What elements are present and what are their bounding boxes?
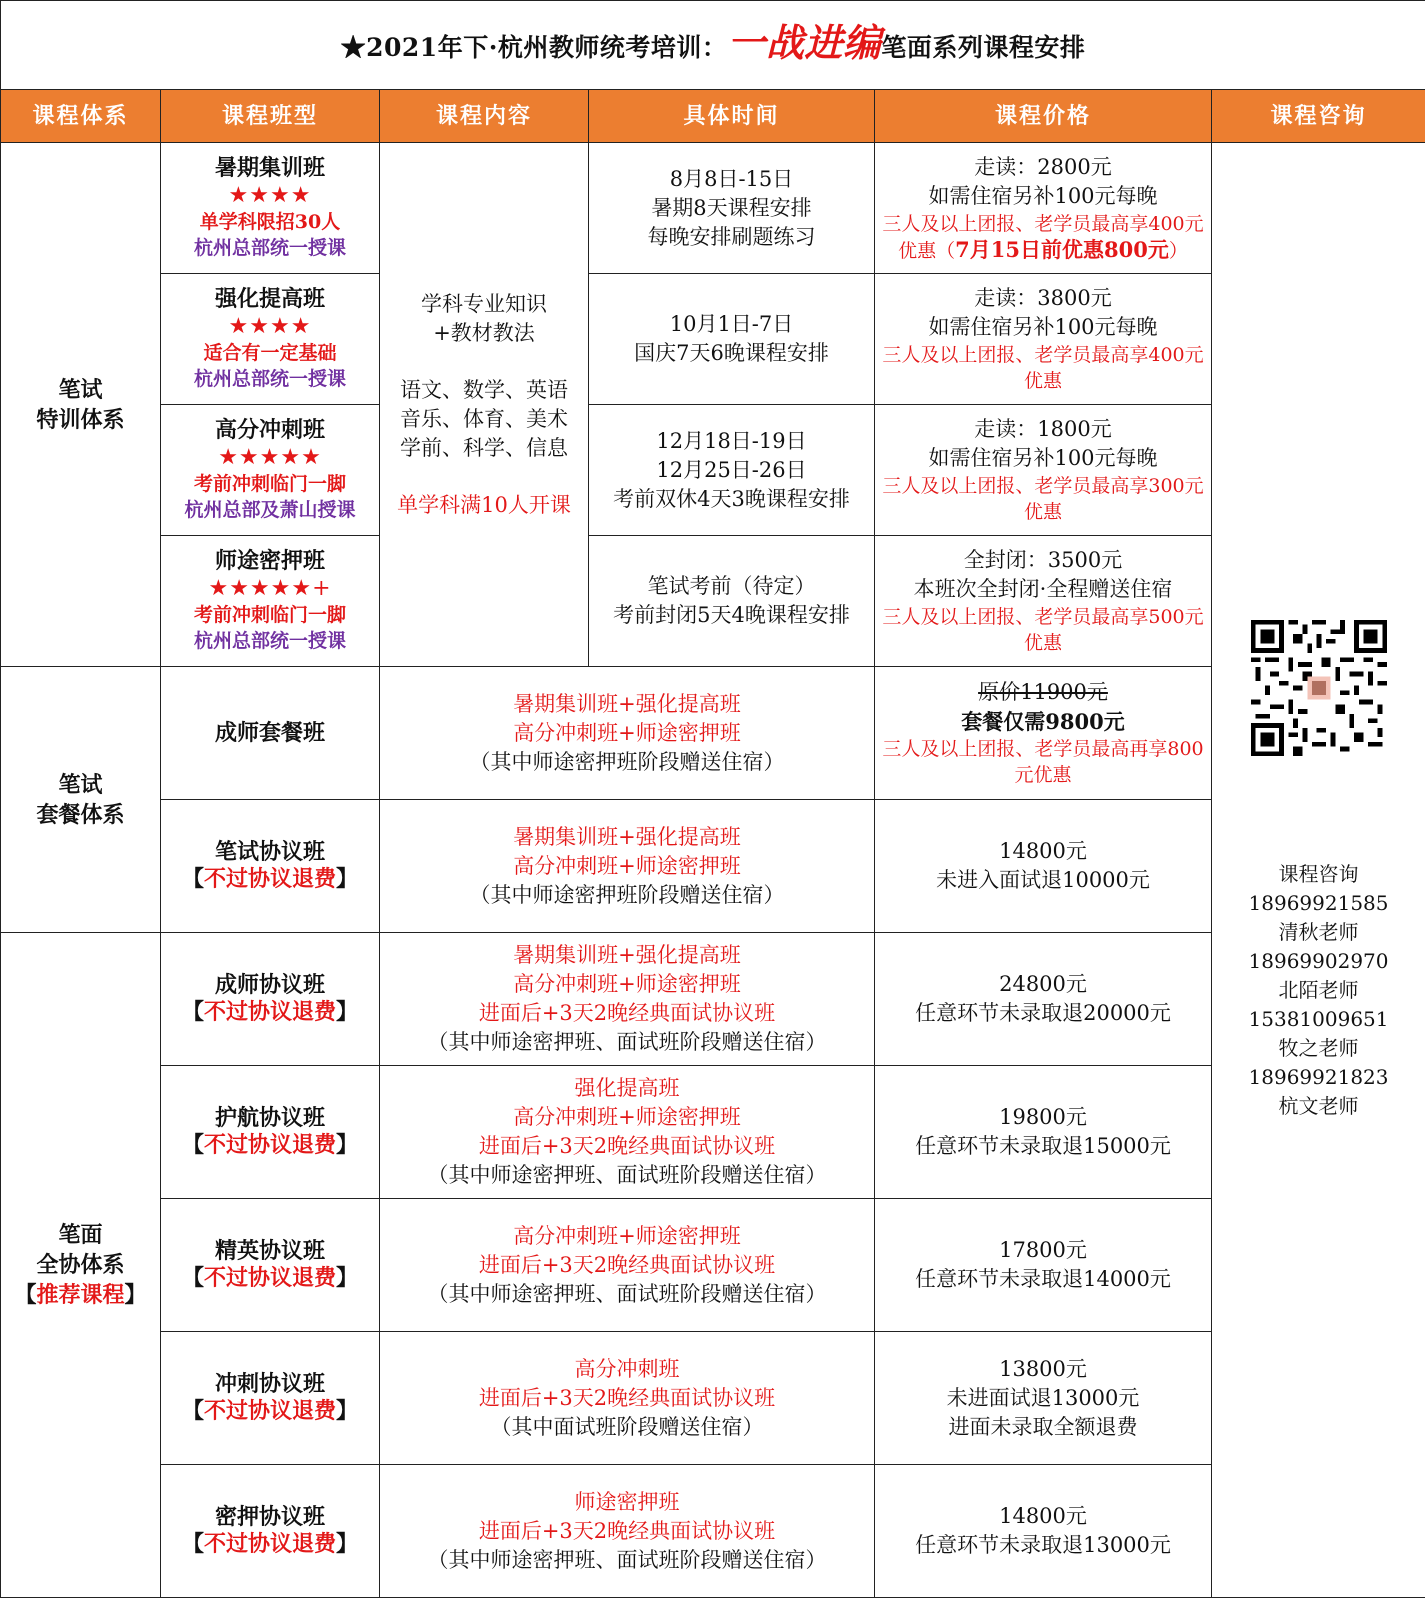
table-row (1, 1465, 1425, 1598)
price-cell: 24800元 任意环节未录取退20000元 (875, 933, 1212, 1066)
consult-phone-2[interactable]: 18969902970 (1248, 948, 1389, 973)
class-cell: 暑期集训班 ★★★★ 单学科限招30人 杭州总部统一授课 (161, 143, 380, 274)
table-row (1, 143, 1425, 274)
content-cell: 高分冲刺班+师途密押班 进面后+3天2晚经典面试协议班 （其中师途密押班、面试班阶段赠送住宿） (380, 1199, 875, 1332)
class-cell: 精英协议班 【不过协议退费】 (161, 1199, 380, 1332)
table-row (1, 1332, 1425, 1465)
class-cell: 成师套餐班 (161, 667, 380, 800)
header-row (1, 90, 1425, 143)
system-written-training: 笔试 特训体系 (1, 143, 161, 667)
time-cell: 笔试考前（待定） 考前封闭5天4晚课程安排 (589, 536, 875, 667)
consult-phone-3[interactable]: 15381009651 (1248, 1006, 1389, 1031)
header-consult: 课程咨询 (1212, 90, 1425, 143)
table-row (1, 274, 1425, 405)
rating-stars: ★★★★ (228, 183, 312, 208)
system-written-package: 笔试 套餐体系 (1, 667, 161, 933)
consult-cell: 课程咨询 18969921585 清秋老师 18969902970 北陌老师 15381009651 牧之老师 18969921823 杭文老师 (1212, 143, 1425, 1598)
time-cell: 12月18日-19日 12月25日-26日 考前双休4天3晚课程安排 (589, 405, 875, 536)
rating-stars: ★★★★ (228, 314, 312, 339)
system-full-protocol: 笔面 全协体系 【推荐课程】 (1, 933, 161, 1598)
class-cell: 冲刺协议班 【不过协议退费】 (161, 1332, 380, 1465)
table-row (1, 1199, 1425, 1332)
price-cell: 14800元 任意环节未录取退13000元 (875, 1465, 1212, 1598)
qr-code-icon[interactable] (1251, 620, 1387, 756)
price-cell: 13800元 未进面试退13000元 进面未录取全额退费 (875, 1332, 1212, 1465)
class-cell: 师途密押班 ★★★★★+ 考前冲刺临门一脚 杭州总部统一授课 (161, 536, 380, 667)
header-content: 课程内容 (380, 90, 589, 143)
class-cell: 密押协议班 【不过协议退费】 (161, 1465, 380, 1598)
content-cell: 暑期集训班+强化提高班 高分冲刺班+师途密押班 进面后+3天2晚经典面试协议班 （其中师途密押班、面试班阶段赠送住宿） (380, 933, 875, 1066)
shared-content-cell: 学科专业知识 +教材教法 语文、数学、英语 音乐、体育、美术 学前、科学、信息 单学科满10人开课 (380, 143, 589, 667)
rating-stars: ★★★★★+ (208, 576, 332, 601)
header-system: 课程体系 (1, 90, 161, 143)
price-cell: 走读：1800元 如需住宿另补100元每晚 三人及以上团报、老学员最高享300元优惠 (875, 405, 1212, 536)
time-cell: 8月8日-15日 暑期8天课程安排 每晚安排刷题练习 (589, 143, 875, 274)
time-cell: 10月1日-7日 国庆7天6晚课程安排 (589, 274, 875, 405)
table-row (1, 800, 1425, 933)
header-price: 课程价格 (875, 90, 1212, 143)
consult-title: 课程咨询 (1278, 861, 1359, 886)
class-cell: 成师协议班 【不过协议退费】 (161, 933, 380, 1066)
table-row (1, 405, 1425, 536)
table-row (1, 1066, 1425, 1199)
content-cell: 师途密押班 进面后+3天2晚经典面试协议班 （其中师途密押班、面试班阶段赠送住宿） (380, 1465, 875, 1598)
header-class: 课程班型 (161, 90, 380, 143)
content-cell: 暑期集训班+强化提高班 高分冲刺班+师途密押班 （其中师途密押班阶段赠送住宿） (380, 667, 875, 800)
content-cell: 强化提高班 高分冲刺班+师途密押班 进面后+3天2晚经典面试协议班 （其中师途密押班、面试班阶段赠送住宿） (380, 1066, 875, 1199)
content-cell: 高分冲刺班 进面后+3天2晚经典面试协议班 （其中面试班阶段赠送住宿） (380, 1332, 875, 1465)
class-cell: 强化提高班 ★★★★ 适合有一定基础 杭州总部统一授课 (161, 274, 380, 405)
table-row (1, 933, 1425, 1066)
price-cell: 走读：3800元 如需住宿另补100元每晚 三人及以上团报、老学员最高享400元优惠 (875, 274, 1212, 405)
class-cell: 护航协议班 【不过协议退费】 (161, 1066, 380, 1199)
price-cell: 17800元 任意环节未录取退14000元 (875, 1199, 1212, 1332)
consult-phone-1[interactable]: 18969921585 (1248, 890, 1389, 915)
price-cell: 原价11900元 套餐仅需9800元 三人及以上团报、老学员最高再享800元优惠 (875, 667, 1212, 800)
table-row (1, 667, 1425, 800)
class-cell: 高分冲刺班 ★★★★★ 考前冲刺临门一脚 杭州总部及萧山授课 (161, 405, 380, 536)
price-cell: 走读：2800元 如需住宿另补100元每晚 三人及以上团报、老学员最高享400元优惠（7月15日前优惠800元） (875, 143, 1212, 274)
price-cell: 14800元 未进入面试退10000元 (875, 800, 1212, 933)
content-cell: 暑期集训班+强化提高班 高分冲刺班+师途密押班 （其中师途密押班阶段赠送住宿） (380, 800, 875, 933)
title-highlight: 一战进编 (727, 20, 882, 65)
price-cell: 19800元 任意环节未录取退15000元 (875, 1066, 1212, 1199)
rating-stars: ★★★★★ (218, 445, 322, 470)
price-cell: 全封闭：3500元 本班次全封闭·全程赠送住宿 三人及以上团报、老学员最高享500元优惠 (875, 536, 1212, 667)
header-time: 具体时间 (589, 90, 875, 143)
class-cell: 笔试协议班 【不过协议退费】 (161, 800, 380, 933)
table-row (1, 536, 1425, 667)
consult-phone-4[interactable]: 18969921823 (1248, 1064, 1389, 1089)
page-title: ★2021年下·杭州教师统考培训：一战进编笔面系列课程安排 (1, 1, 1425, 90)
